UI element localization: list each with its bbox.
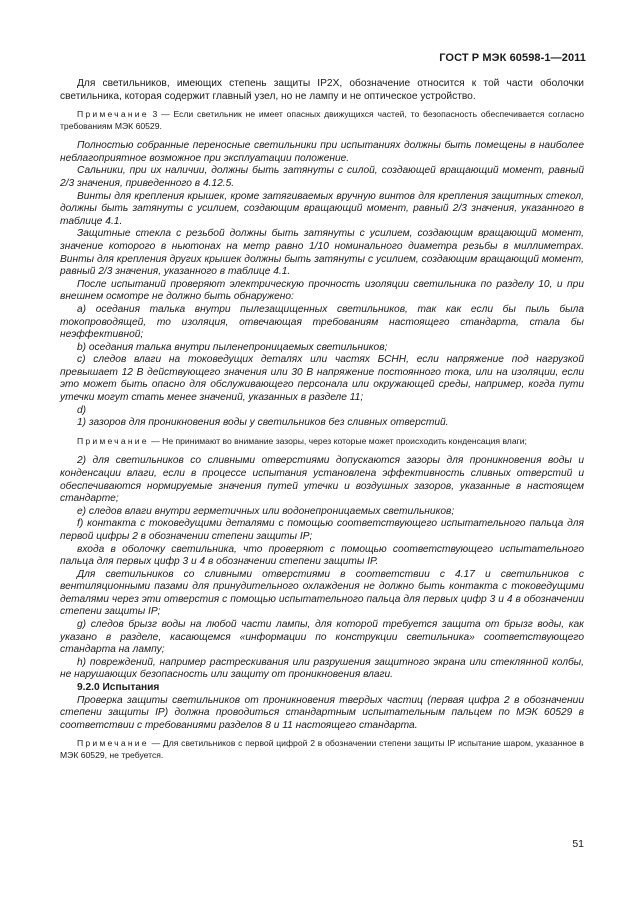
paragraph: Проверка защиты светильников от проникновения твердых частиц (первая цифра 2 в обозначении степени защиты IP) должна проводиться стандартным испытательным пальцем по МЭК 60529 в соответствии с требованиями разделов 8 и 11 настоящего стандарта. [60,694,584,731]
list-item: e) следов влаги внутри герметичных или водонепроницаемых светильников; [77,505,455,517]
note-label: Примечание [77,738,149,749]
note [60,738,584,761]
note-text: 3 — Если светильник не имеет опасных движущихся частей, то безопасность обеспечивается согласно требованиям МЭК 60529. [60,109,584,131]
list-item: h) повреждений, например растрескивания или разрушения защитного экрана или стеклянной колбы, не нарушающих безопасность или защиту от проникновения влаги. [60,656,584,681]
list-item: b) оседания талька внутри пыленепроницаемых светильников; [77,341,388,353]
note [60,436,584,448]
note-text: — Для светильников с первой цифрой 2 в обозначении степени защиты IP испытание шаром, указанное в МЭК 60529, не требуется. [60,738,584,760]
list-item: a) оседания талька внутри пылезащищенных светильников, так как если бы пыль была токопроводящей, то изоляция, отвечающая требованиям настоящего стандарта, стала бы неэффективной; [60,303,584,341]
list-item: c) следов влаги на токоведущих деталях или частях БСНН, если напряжение под нагрузкой превышает 12 В действующего значения или 30 В напряжение постоянного тока, или на изоляции, если это может быть опасно для обслуживающего персонала или окружающей среды, например, когда пути утечки могут стать менее значений, указанных в разделе 11; [60,354,584,404]
page-number: 51 [572,838,584,850]
note-label: Примечание [77,435,149,446]
note [60,109,584,132]
note-text: — Не принимают во внимание зазоры, через которые может происходить конденсация влаги; [148,435,527,446]
note-label: Примечание [77,109,149,120]
paragraph: Полностью собранные переносные светильники при испытаниях должны быть помещены в наиболее неблагоприятное возможное при эксплуатации положение. [60,140,584,164]
list-item: 1) зазоров для проникновения воды у светильников без сливных отверстий. [77,417,449,429]
list-item: 2) для светильников со сливными отверстиями допускаются зазоры для проникновения воды и конденсации влаги, если в процессе испытания установлена эффективность сливных отверстий и обеспечиваются нормируемые значения путей утечки и воздушных зазоров, указанные в настоящем стандарте; [60,455,584,505]
list-item: g) следов брызг воды на любой части лампы, для которой требуется защита от брызг воды, как указано в разделе, касающемся «информации по конструкции светильника» соответствующего стандарта на лампу; [60,619,584,656]
list-item: d) [77,404,87,416]
paragraph: Винты для крепления крышек, кроме затягиваемых вручную винтов для крепления защитных стекол, должны быть затянуты с усилием, создающим вращающий момент, равный 2/3 значения, указанного в таблице 4.1. [60,190,584,227]
paragraph: После испытаний проверяют электрическую прочность изоляции светильника по разделу 10, и при внешнем осмотре не должно быть обнаружено: [60,278,584,303]
document-header: ГОСТ Р МЭК 60598-1—2011 [439,52,586,64]
paragraph: Сальники, при их наличии, должны быть затянуты с силой, создающей вращающий момент, равный 2/3 значения, приведенного в 4.12.5. [60,165,584,189]
paragraph: входа в оболочку светильника, что проверяют с помощью соответствующего испытательного пальца для первых цифр 3 и 4 в обозначении степени защиты IP. [60,543,584,568]
paragraph: Для светильников, имеющих степень защиты IP2X, обозначение относится к той части оболочки светильника, которая содержит главный узел, но не лампу и не оптическое устройство. [60,78,584,102]
paragraph: Защитные стекла с резьбой должны быть затянуты с усилием, создающим вращающий момент, значение которого в ньютонах на метр равно 1/10 номинального диаметра резьбы в миллиметрах. Винты для крепления других крышек должны быть затянуты с усилием, создающим вращающий момент, равный 2/3 значения, указанного в таблице 4.1. [60,228,584,278]
list-item: f) контакта с токоведущими деталями с помощью соответствующего испытательного пальца для первой цифры 2 в обозначении степени защиты IP; [60,518,584,542]
paragraph: Для светильников со сливными отверстиями в соответствии с 4.17 и светильников с вентиляционными пазами для принудительного охлаждения не должно быть контакта с токоведущими деталями через эти отверстия с помощью испытательного пальца для первых цифр 3 и 4 в обозначении степени защиты IP; [60,568,584,618]
section-heading: 9.2.0 Испытания [77,682,160,694]
document-body [60,78,584,769]
